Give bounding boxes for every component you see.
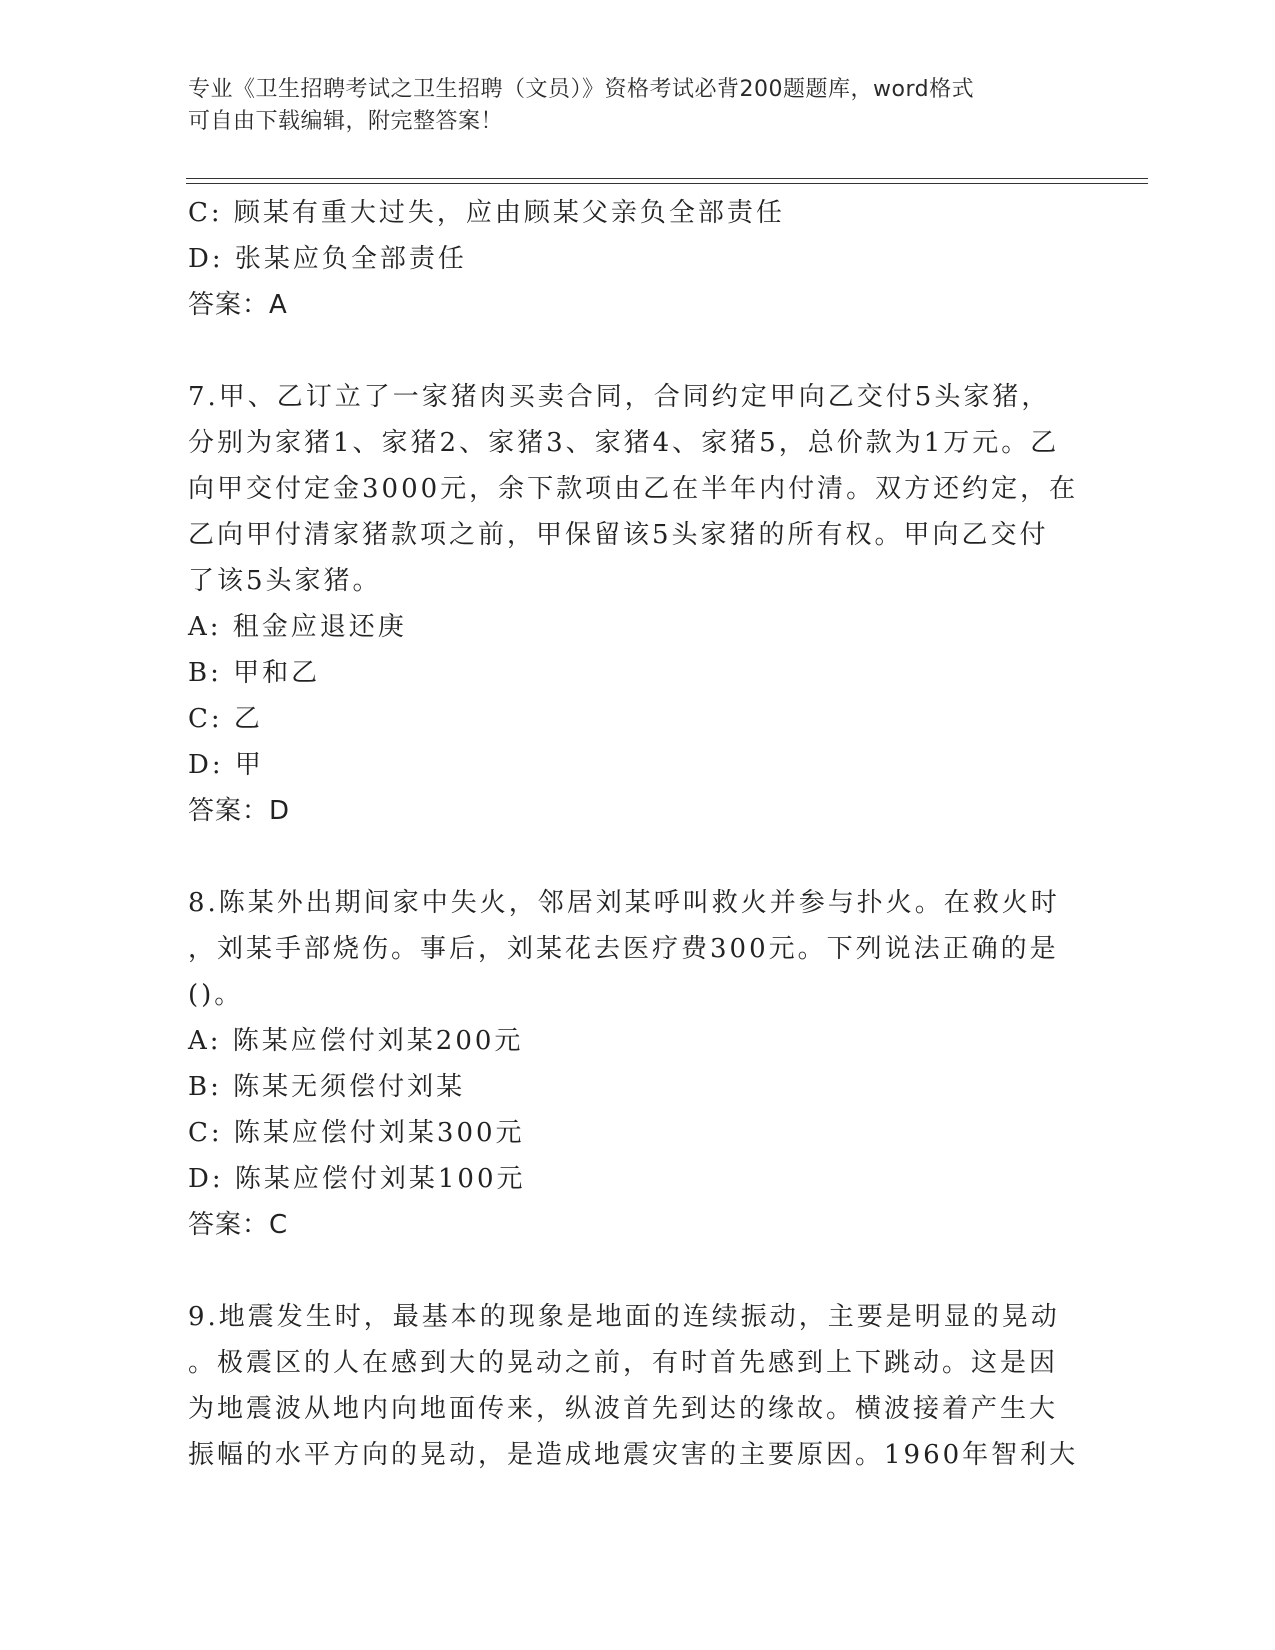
option-c: C: 陈某应偿付刘某300元	[188, 1118, 525, 1148]
question-text-line: 。极震区的人在感到大的晃动之前，有时首先感到上下跳动。这是因	[188, 1348, 1059, 1378]
question-text-line: 了该5头家猪。	[188, 566, 382, 596]
question-text-line: 9.地震发生时，最基本的现象是地面的连续振动，主要是明显的晃动	[188, 1302, 1060, 1332]
question-text-line: 8.陈某外出期间家中失火，邻居刘某呼叫救火并参与扑火。在救火时	[188, 888, 1060, 918]
question-9	[188, 1294, 1088, 1478]
question-text-line: 7.甲、乙订立了一家猪肉买卖合同，合同约定甲向乙交付5头家猪，	[188, 382, 1051, 412]
answer-line: 答案：C	[188, 1210, 289, 1240]
document-header	[188, 74, 1088, 138]
question-text-line: ()。	[188, 980, 244, 1010]
question-gap	[188, 328, 1088, 374]
header-rule-top	[186, 178, 1148, 179]
option-c: C: 顾某有重大过失，应由顾某父亲负全部责任	[188, 198, 785, 228]
answer-line: 答案：D	[188, 796, 291, 826]
question-text-line: ，刘某手部烧伤。事后，刘某花去医疗费300元。下列说法正确的是	[188, 934, 1059, 964]
question-7	[188, 374, 1088, 834]
option-d: D: 张某应负全部责任	[188, 244, 467, 274]
carryover-question	[188, 190, 1088, 328]
option-d: D: 陈某应偿付刘某100元	[188, 1164, 526, 1194]
option-b: B: 甲和乙	[188, 658, 321, 688]
option-d: D: 甲	[188, 750, 264, 780]
question-text-line: 为地震波从地内向地面传来，纵波首先到达的缘故。横波接着产生大	[188, 1394, 1059, 1424]
question-gap	[188, 834, 1088, 880]
question-gap	[188, 1248, 1088, 1294]
option-b: B: 陈某无须偿付刘某	[188, 1072, 466, 1102]
header-line-1: 专业《卫生招聘考试之卫生招聘（文员）》资格考试必背200题题库，word格式	[188, 77, 975, 102]
question-text-line: 乙向甲付清家猪款项之前，甲保留该5头家猪的所有权。甲向乙交付	[188, 520, 1049, 550]
question-text-line: 振幅的水平方向的晃动，是造成地震灾害的主要原因。1960年智利大	[188, 1440, 1079, 1470]
option-c: C: 乙	[188, 704, 263, 734]
header-rule-bottom	[186, 183, 1148, 184]
header-line-2: 可自由下载编辑，附完整答案！	[188, 109, 504, 134]
answer-line: 答案：A	[188, 290, 288, 320]
option-a: A: 租金应退还庚	[188, 612, 407, 642]
document-body	[188, 190, 1088, 1478]
question-8	[188, 880, 1088, 1248]
question-text-line: 分别为家猪1、家猪2、家猪3、家猪4、家猪5，总价款为1万元。乙	[188, 428, 1060, 458]
question-text-line: 向甲交付定金3000元，余下款项由乙在半年内付清。双方还约定，在	[188, 474, 1079, 504]
option-a: A: 陈某应偿付刘某200元	[188, 1026, 524, 1056]
